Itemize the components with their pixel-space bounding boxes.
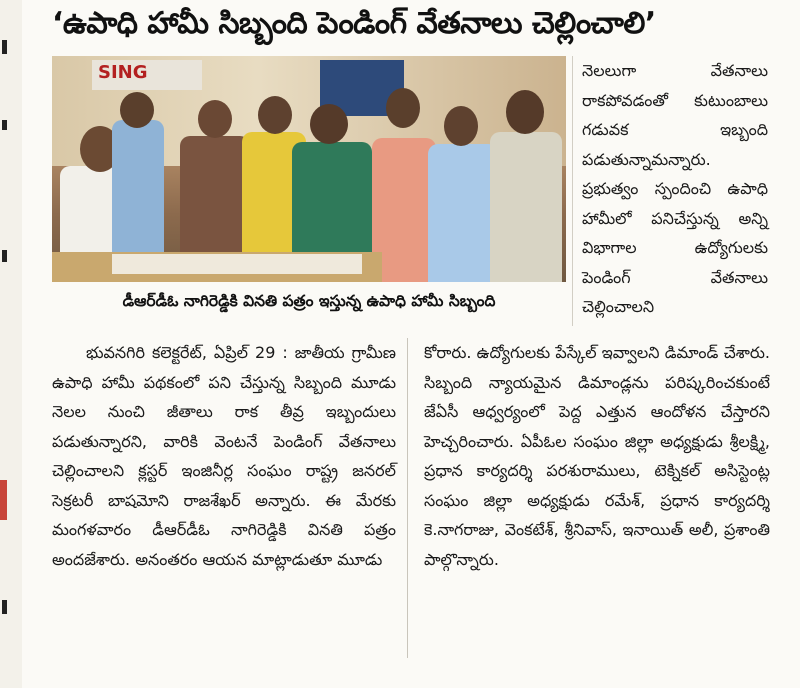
photo-person-head xyxy=(444,106,478,146)
article-body-right xyxy=(424,338,770,574)
article-body-left xyxy=(52,338,396,574)
photo-person xyxy=(180,136,250,266)
photo-banner-text: SING xyxy=(98,62,148,83)
photo-caption: డీఆర్‌డీఓ నాగిరెడ్డికి వినతి పత్రం ఇస్తున్న ఉపాధి హామీ సిబ్బంది xyxy=(122,292,496,310)
column-rule xyxy=(572,56,573,326)
margin-mark xyxy=(2,250,7,262)
right-column-text: నెలలుగా వేతనాలు రాకపోవడంతో కుటుంబాలు గడువక ఇబ్బంది పడుతున్నామన్నారు. ప్రభుత్వం స్పందించి ఉపాధి హామీలో పనిచేస్తున్న అన్ని విభాగాల ఉద్యోగులకు పెండింగ్ వేతనాలు చెల్లించాలని xyxy=(582,61,768,316)
margin-mark xyxy=(2,600,7,614)
margin-mark xyxy=(2,40,7,54)
body-right-text: కోరారు. ఉద్యోగులకు పేస్కేల్ ఇవ్వాలని డిమాండ్ చేశారు. సిబ్బంది న్యాయమైన డిమాండ్లను పరిష్కరించకుంటే జేఏసీ ఆధ్వర్యంలో పెద్ద ఎత్తున ఆందోళన చేస్తారని హెచ్చరించారు. ఏపీఓల సంఘం జిల్లా అధ్యక్షుడు శ్రీలక్ష్మి, ప్రధాన కార్యదర్శి పరశురాములు, టెక్నికల్ అసిస్టెంట్ల సంఘం జిల్లా అధ్యక్షుడు రమేశ్, ప్రధాన కార్యదర్శి కె.నాగరాజు, వెంకటేశ్, శ్రీనివాస్, ఇనాయిత్ అలీ, ప్రశాంతి పాల్గొన్నారు. xyxy=(424,343,770,569)
photo-person-head xyxy=(198,100,232,138)
photo-person-head xyxy=(258,96,292,134)
photo-person-head xyxy=(120,92,154,128)
page-left-margin xyxy=(0,0,22,688)
photo-papers xyxy=(112,254,362,274)
photo-person xyxy=(112,120,164,270)
margin-color-strip xyxy=(0,480,7,520)
article-right-column xyxy=(582,56,768,322)
margin-mark xyxy=(2,120,7,130)
column-divider xyxy=(407,338,408,658)
photo-person-head xyxy=(310,104,348,144)
photo-person-head xyxy=(386,88,420,128)
article-headline: ‘ఉపాధి హామీ సిబ్బంది పెండింగ్ వేతనాలు చెల్లించాలి’ xyxy=(52,6,656,41)
photo-person xyxy=(490,132,562,282)
body-left-text: భువనగిరి కలెక్టరేట్, ఏప్రిల్ 29 : జాతీయ గ్రామీణ ఉపాధి హామీ పథకంలో పని చేస్తున్న సిబ్బంది మూడు నెలల నుంచి జీతాలు రాక తీవ్ర ఇబ్బందులు పడుతున్నారని, వారికి వెంటనే పెండింగ్ వేతనాలు చెల్లించాలని క్లస్టర్ ఇంజినీర్ల సంఘం రాష్ట్ర జనరల్ సెక్రటరీ బాషమోని రాజశేఖర్ అన్నారు. ఈ మేరకు మంగళవారం డీఆర్‌డీఓ నాగిరెడ్డికి వినతి పత్రం అందజేశారు. అనంతరం ఆయన మాట్లాడుతూ మూడు xyxy=(52,343,396,569)
photo-person-head xyxy=(506,90,544,134)
news-photo xyxy=(52,56,566,282)
photo-person xyxy=(428,144,498,282)
